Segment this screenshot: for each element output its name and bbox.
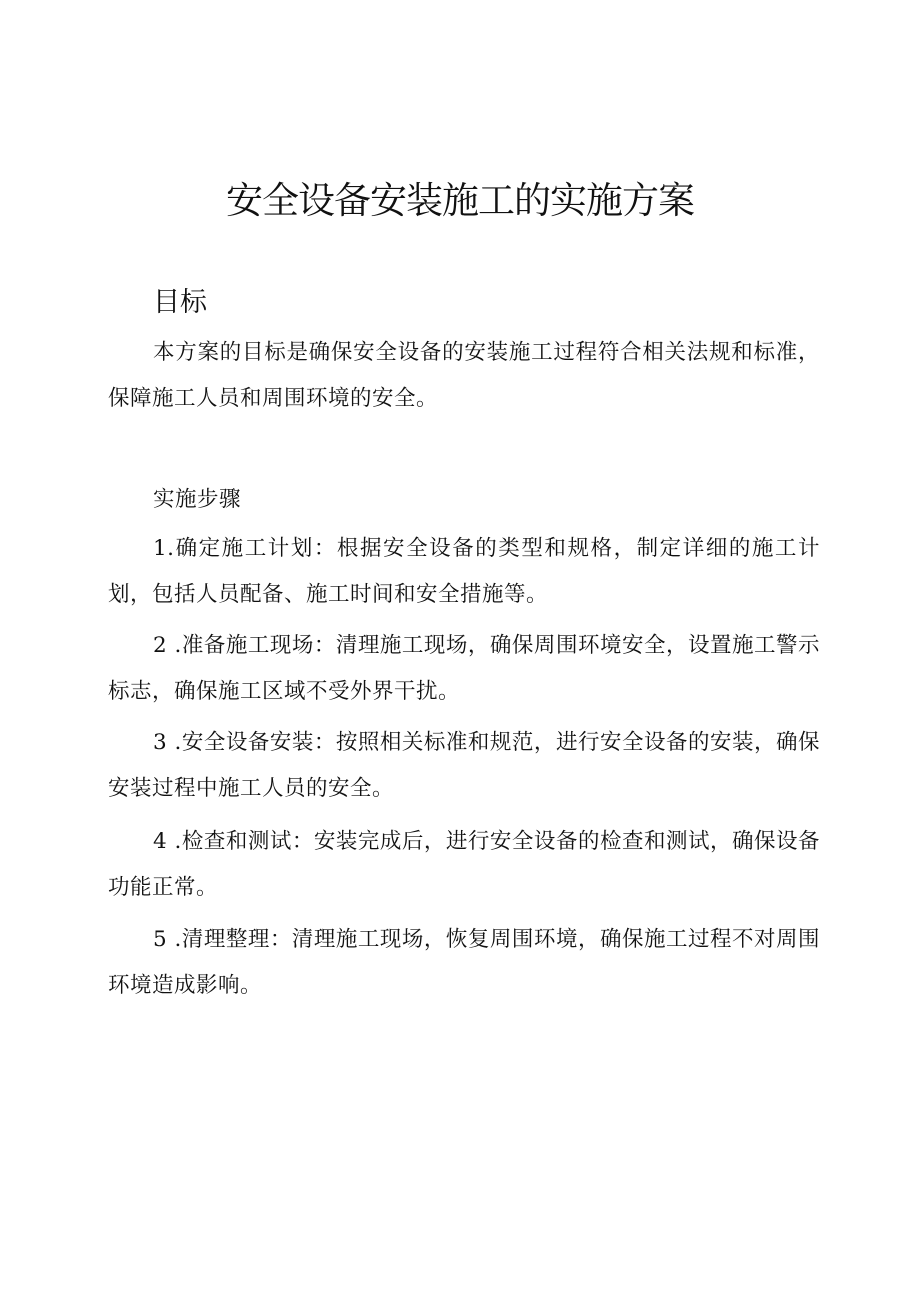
steps-label: 实施步骤 — [153, 487, 242, 512]
step-item-4: 4 .检查和测试：安装完成后，进行安全设备的检查和测试，确保设备功能正常。 — [108, 829, 820, 900]
step-item-5: 5 .清理整理：清理施工现场，恢复周围环境，确保施工过程不对周围环境造成影响。 — [108, 927, 820, 998]
goal-paragraph: 本方案的目标是确保安全设备的安装施工过程符合相关法规和标准，保障施工人员和周围环境的安全。 — [108, 340, 820, 411]
step-item-2: 2 .准备施工现场：清理施工现场，确保周围环境安全，设置施工警示标志，确保施工区域不受外界干扰。 — [108, 633, 820, 704]
goal-heading: 目标 — [153, 287, 207, 318]
step-item-3: 3 .安全设备安装：按照相关标准和规范，进行安全设备的安装，确保安装过程中施工人员的安全。 — [108, 730, 820, 801]
step-item-1: 1.确定施工计划：根据安全设备的类型和规格，制定详细的施工计划，包括人员配备、施工时间和安全措施等。 — [108, 536, 820, 607]
document-title: 安全设备安装施工的实施方案 — [226, 179, 694, 222]
